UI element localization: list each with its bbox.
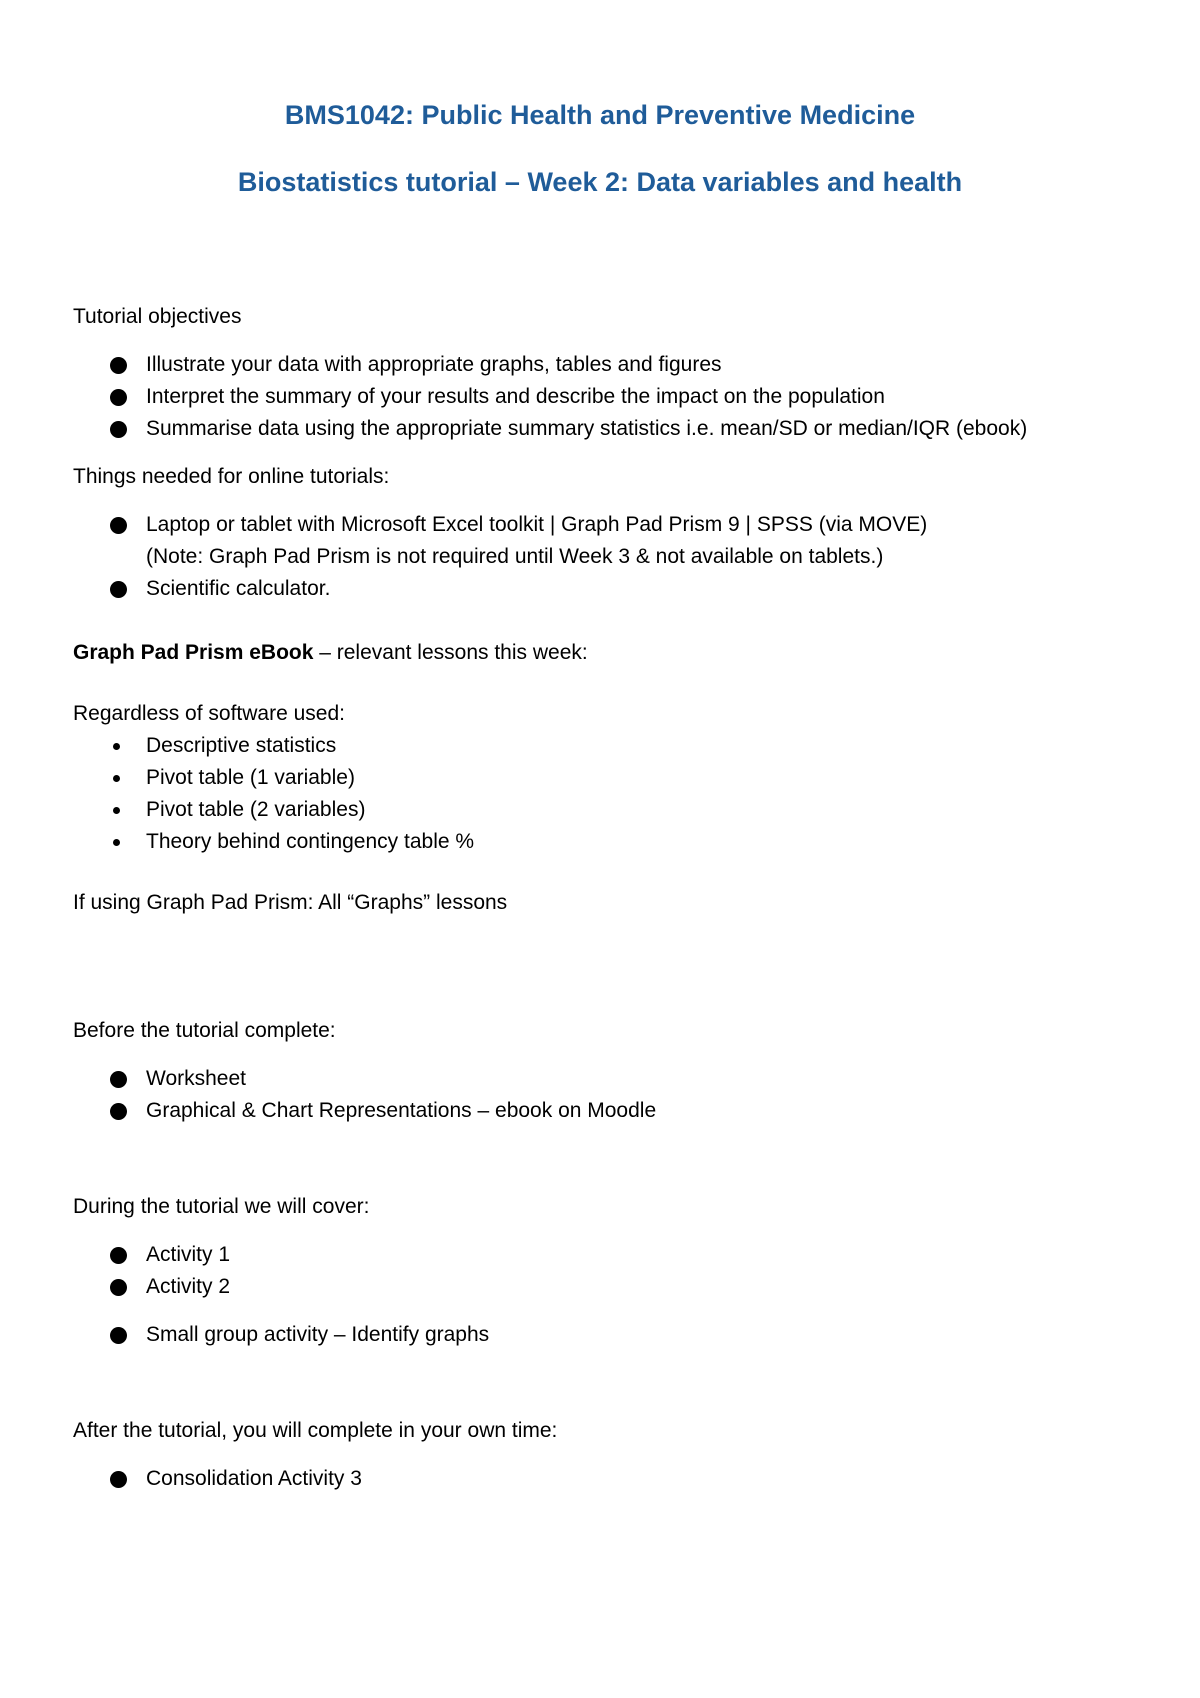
bullet-icon xyxy=(110,357,127,374)
bullet-icon xyxy=(110,1071,127,1088)
things-needed-heading: Things needed for online tutorials: xyxy=(73,465,390,488)
bullet-icon xyxy=(110,1103,127,1120)
course-title: BMS1042: Public Health and Preventive Medicine xyxy=(284,100,916,130)
bullet-icon xyxy=(110,517,127,534)
bullet-icon xyxy=(113,743,120,750)
bullet-icon xyxy=(110,1247,127,1264)
after-heading: After the tutorial, you will complete in your own time: xyxy=(73,1419,558,1442)
bullet-icon xyxy=(110,581,127,598)
bullet-icon xyxy=(110,1279,127,1296)
bullet-icon xyxy=(110,421,127,438)
bullet-icon xyxy=(110,1471,127,1488)
tutorial-title: Biostatistics tutorial – Week 2: Data variables and health xyxy=(237,167,963,197)
objectives-heading: Tutorial objectives xyxy=(73,305,242,328)
bullet-icon xyxy=(110,389,127,406)
bullet-icon xyxy=(113,807,120,814)
during-heading: During the tutorial we will cover: xyxy=(73,1195,370,1218)
bullet-icon xyxy=(110,1327,127,1344)
prism-note: If using Graph Pad Prism: All “Graphs” lessons xyxy=(73,891,508,914)
note-text: (Note: Graph Pad Prism is not required until Week 3 & not available on tablets.) xyxy=(146,545,884,568)
before-heading: Before the tutorial complete: xyxy=(73,1019,336,1042)
regardless-heading: Regardless of software used: xyxy=(73,702,345,725)
ebook-title: Graph Pad Prism eBook xyxy=(73,641,314,664)
document-page: BMS1042: Public Health and Preventive Medicine Biostatistics tutorial – Week 2: Data variables and health Tutorial objectives Illustrate your data with appropriate graphs, tables and figures Interpret the summary of your results and describe the impact on the population Summarise data using the appropriate summary statistics i.e. mean/SD or median/IQR (ebook) Things needed for online tutorials: Laptop or tablet with Microsoft Excel toolkit | Graph Pad Prism 9 | SPSS (via MOVE) (Note: Graph Pad Prism is not required until Week 3 & not available on tablets.) Scientific calculator. Graph Pad Prism eBook – relevant lessons this week: Regardless of software used: Descriptive statistics Pivot table (1 variable) Pivot table (2 variables) Theory behind contingency table % If using Graph Pad Prism: All “Graphs” lessons Before the tutorial complete: Worksheet Graphical & Chart Representations – ebook on Moodle During the tutorial we will cover: Activity 1 Activity 2 Small group activity – Identify graphs After the tutorial, you will complete in your own time: Consolidation Activity 3 xyxy=(0,0,1200,1698)
bullet-icon xyxy=(113,839,120,846)
bullet-icon xyxy=(113,775,120,782)
ebook-line xyxy=(73,639,588,667)
ebook-rest: – relevant lessons this week: xyxy=(313,641,588,664)
